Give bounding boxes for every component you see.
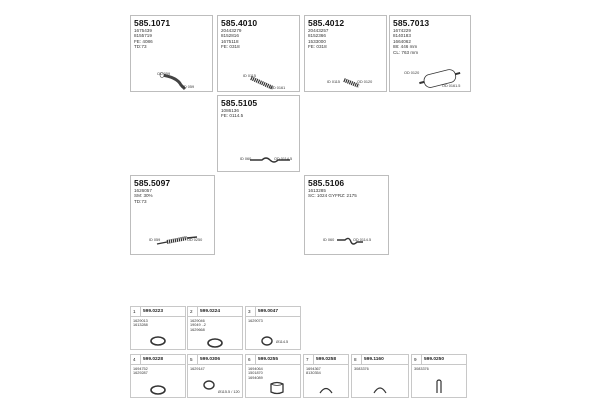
- small-part-header: [188, 355, 242, 365]
- dimension-label: OD 059: [181, 85, 195, 89]
- clamp-icon: [206, 337, 224, 349]
- part-number: 599.0306: [200, 357, 221, 362]
- part-details: 1694064 1501870 1694089: [248, 367, 263, 380]
- part-number: 599.0258: [316, 357, 337, 362]
- part-details: 1674229 8140183 1664062 88: 446 mm CL: 763 mm: [393, 28, 419, 55]
- dimension-label: Ø114.5: [276, 340, 289, 344]
- part-details: 3083376: [414, 367, 429, 371]
- small-part-box[interactable]: [187, 354, 243, 398]
- item-index: 4: [133, 357, 136, 362]
- dimension-label: ID 060: [240, 157, 252, 161]
- part-details: 1086136 FE: 0114.5: [221, 108, 244, 119]
- item-index: 8: [354, 357, 357, 362]
- small-part-box[interactable]: [245, 306, 301, 350]
- part-box[interactable]: [130, 175, 215, 255]
- part-number: 585.5105: [221, 98, 258, 108]
- part-box[interactable]: [217, 95, 300, 172]
- bolt-icon: [434, 379, 444, 397]
- small-part-box[interactable]: [130, 354, 186, 398]
- item-index: 2: [190, 309, 193, 314]
- item-index: 6: [248, 357, 251, 362]
- item-index: 3: [248, 309, 251, 314]
- small-part-header: [246, 307, 300, 317]
- small-part-header: [131, 355, 185, 365]
- small-part-box[interactable]: [411, 354, 467, 398]
- part-number: 585.7013: [393, 18, 430, 28]
- part-details: 20443279 8152816 1675118 FE: 0318: [221, 28, 242, 50]
- part-details: 1629013 1613288: [133, 319, 148, 328]
- part-details: 20443257 8152366 1533000 FE: 0318: [308, 28, 329, 50]
- dimension-label: ID 0115: [327, 80, 341, 84]
- clamp-icon: [149, 384, 167, 396]
- pipe-illustration: [335, 234, 365, 250]
- dimension-label: OD 0114.5: [274, 157, 293, 161]
- part-details: 1629147: [190, 367, 205, 371]
- part-number: 585.4010: [221, 18, 258, 28]
- clamp-icon: [318, 385, 334, 395]
- ring-gasket-icon: [260, 335, 274, 347]
- dimension-label: OD 0161: [270, 86, 286, 90]
- dimension-label: OD 0120: [357, 80, 373, 84]
- clamp-icon: [268, 380, 286, 396]
- small-part-header: [188, 307, 242, 317]
- part-box[interactable]: [304, 175, 389, 255]
- hanger-icon: [372, 383, 388, 395]
- part-details: 3083376: [354, 367, 369, 371]
- ring-gasket-icon: [202, 379, 216, 391]
- part-number: 585.5097: [134, 178, 171, 188]
- part-number: 599.0250: [424, 357, 445, 362]
- small-part-box[interactable]: [351, 354, 409, 398]
- small-part-header: [246, 355, 300, 365]
- part-details: 1694367 8130354: [306, 367, 321, 376]
- part-details: 1626057 SM: 30% TD:73: [134, 188, 153, 204]
- part-number: 599.0255: [258, 357, 279, 362]
- part-number: 585.4012: [308, 18, 345, 28]
- small-part-box[interactable]: [303, 354, 349, 398]
- dimension-label: OD 0120: [404, 71, 420, 75]
- part-number: 599.1160: [364, 357, 384, 362]
- small-part-header: [412, 355, 466, 365]
- item-index: 1: [133, 309, 136, 314]
- part-number: 585.1071: [134, 18, 171, 28]
- small-part-box[interactable]: [130, 306, 186, 350]
- part-number: 599.0047: [258, 309, 279, 314]
- part-details: 1694752 1629287: [133, 367, 148, 376]
- dimension-label: OD 0250: [187, 238, 203, 242]
- small-part-header: [352, 355, 408, 365]
- dimension-label: OD 059: [157, 72, 171, 76]
- part-number: 599.0224: [200, 309, 221, 314]
- dimension-label: Ø115.5 / 120: [218, 390, 240, 394]
- item-index: 5: [190, 357, 193, 362]
- part-details: 1613285 SC: 1024 GYFRZ: 2175: [308, 188, 357, 199]
- small-part-header: [304, 355, 348, 365]
- part-box[interactable]: [130, 15, 213, 92]
- dimension-label: ID 0115: [243, 74, 257, 78]
- dimension-label: ID 060: [323, 238, 335, 242]
- muffler-illustration: [418, 66, 462, 92]
- part-box[interactable]: [304, 15, 387, 92]
- small-part-box[interactable]: [245, 354, 301, 398]
- part-number: 585.5106: [308, 178, 345, 188]
- dimension-label: OD 0114.5: [353, 238, 372, 242]
- part-details: 1629046 19049 ..2 1629668: [190, 319, 206, 332]
- dimension-label: OD 0161.5: [442, 84, 461, 88]
- small-part-box[interactable]: [187, 306, 243, 350]
- flex-pipe-illustration: [155, 234, 199, 250]
- part-details: 1629073: [248, 319, 263, 323]
- small-part-header: [131, 307, 185, 317]
- part-number: 599.0228: [143, 357, 164, 362]
- part-number: 599.0223: [143, 309, 164, 314]
- dimension-label: ID 059: [149, 238, 161, 242]
- part-box[interactable]: [217, 15, 300, 92]
- clamp-icon: [149, 335, 167, 347]
- part-details: 1675439 8155719 FE: 4086 TD:73: [134, 28, 153, 50]
- item-index: 7: [306, 357, 309, 362]
- item-index: 9: [414, 357, 417, 362]
- part-box[interactable]: [389, 15, 471, 92]
